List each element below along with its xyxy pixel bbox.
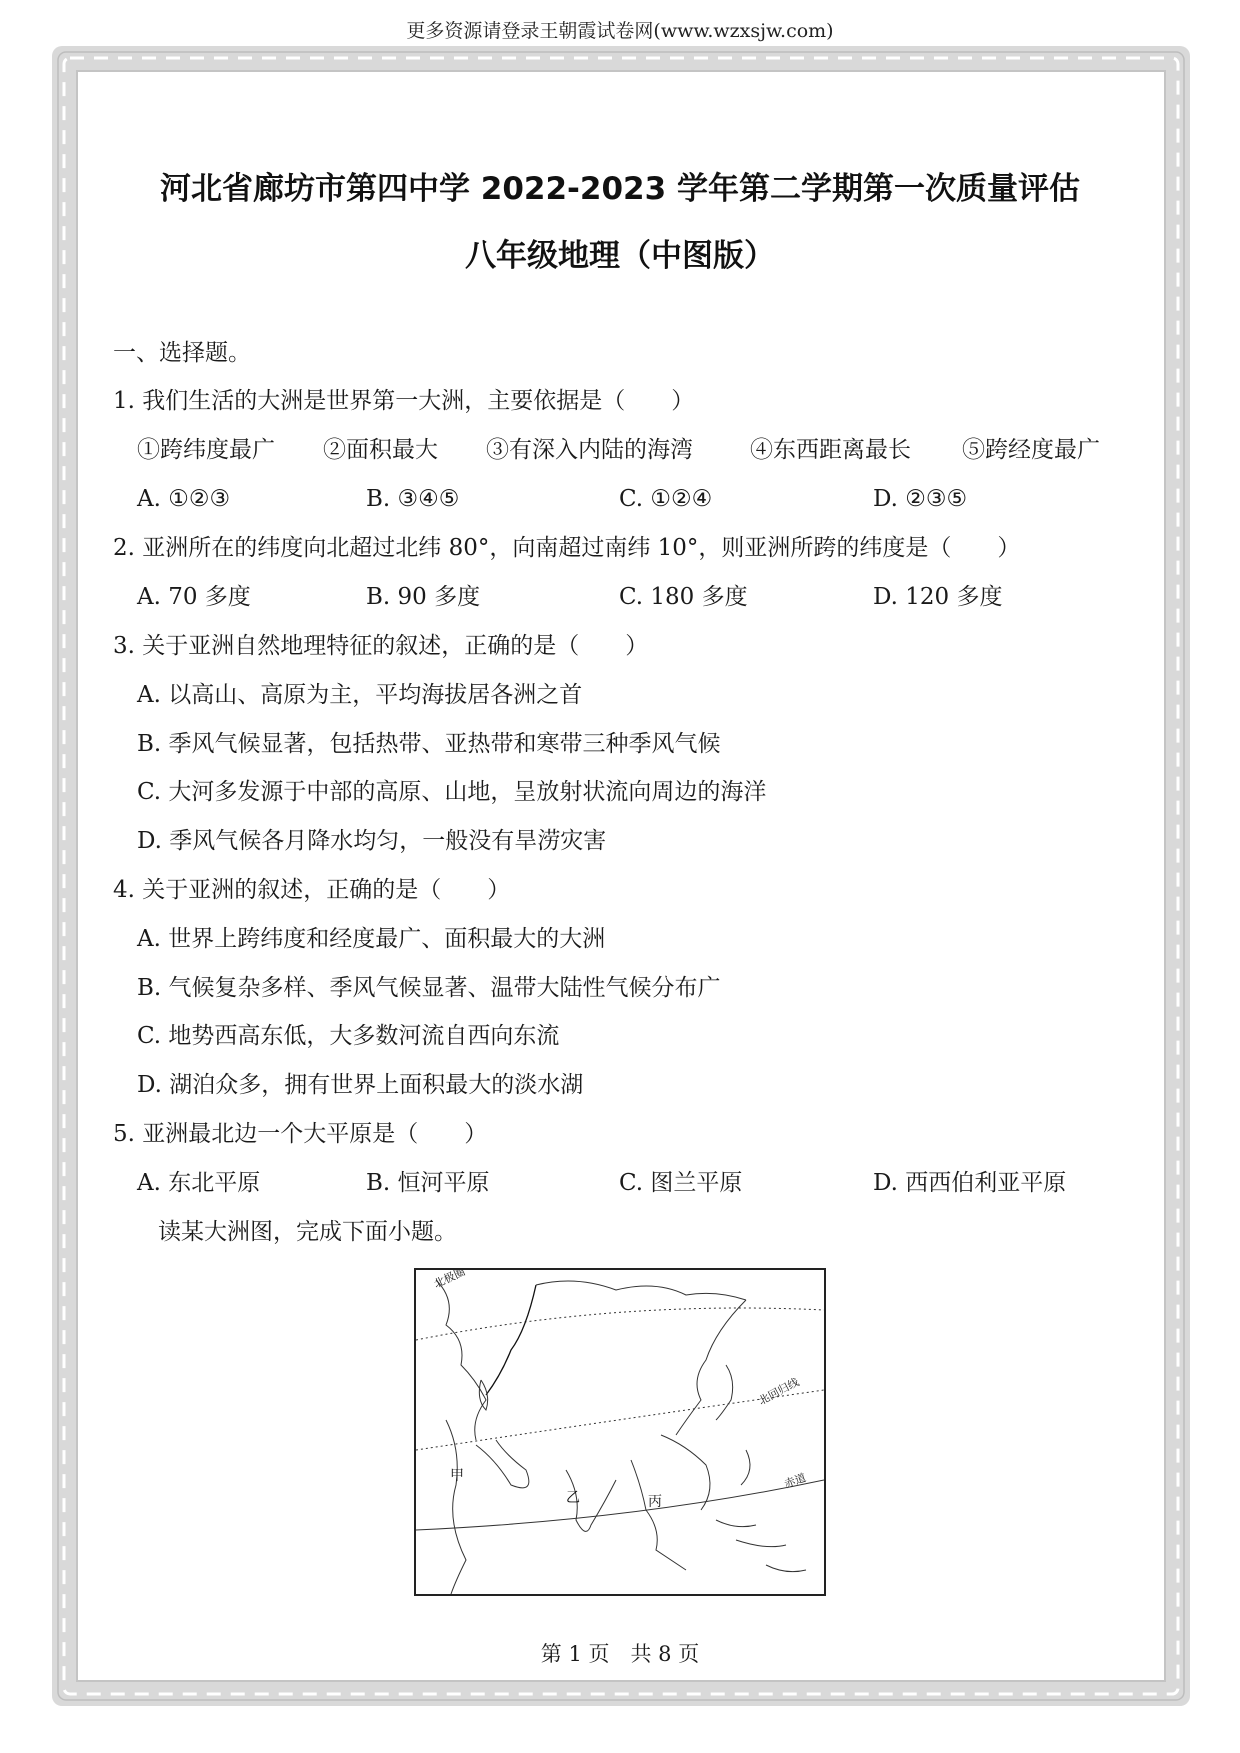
q1-option-b: B. ③④⑤ bbox=[366, 486, 460, 512]
asia-map bbox=[414, 1268, 826, 1596]
q1-statement-4: ④东西距离最长 bbox=[750, 437, 911, 463]
page-footer: 第 1 页 共 8 页 bbox=[540, 1642, 700, 1666]
q3-option-b: B. 季风气候显著，包括热带、亚热带和寒带三种季风气候 bbox=[137, 731, 721, 757]
tropic-label: 北回归线 bbox=[756, 1376, 802, 1408]
q4-option-d: D. 湖泊众多，拥有世界上面积最大的淡水湖 bbox=[137, 1072, 584, 1098]
label-yi: 乙 bbox=[566, 1491, 580, 1506]
q2-option-b: B. 90 多度 bbox=[366, 584, 481, 610]
exam-title: 河北省廊坊市第四中学 2022-2023 学年第二学期第一次质量评估 bbox=[159, 171, 1080, 207]
label-bing: 丙 bbox=[648, 1495, 662, 1510]
q1-statement-2: ②面积最大 bbox=[323, 437, 438, 463]
map-intro: 读某大洲图，完成下面小题。 bbox=[158, 1219, 457, 1245]
q1-statement-3: ③有深入内陆的海湾 bbox=[486, 437, 693, 463]
q5-option-b: B. 恒河平原 bbox=[366, 1170, 490, 1196]
q1-option-a: A. ①②③ bbox=[137, 486, 231, 512]
q2-option-d: D. 120 多度 bbox=[873, 584, 1003, 610]
question-3-stem: 3. 关于亚洲自然地理特征的叙述，正确的是（ ） bbox=[113, 633, 649, 659]
question-1-stem: 1. 我们生活的大洲是世界第一大洲，主要依据是（ ） bbox=[113, 388, 695, 414]
equator-label: 赤道 bbox=[782, 1472, 808, 1491]
q2-option-c: C. 180 多度 bbox=[619, 584, 748, 610]
question-2-stem: 2. 亚洲所在的纬度向北超过北纬 80°，向南超过南纬 10°，则亚洲所跨的纬度是（ ） bbox=[113, 535, 1021, 561]
q4-option-c: C. 地势西高东低，大多数河流自西向东流 bbox=[137, 1023, 560, 1049]
label-jia: 甲 bbox=[450, 1469, 464, 1484]
q1-option-d: D. ②③⑤ bbox=[873, 486, 968, 512]
q4-option-b: B. 气候复杂多样、季风气候显著、温带大陆性气候分布广 bbox=[137, 975, 721, 1001]
q1-statement-1: ①跨纬度最广 bbox=[137, 437, 275, 463]
q2-option-a: A. 70 多度 bbox=[137, 584, 251, 610]
section-heading: 一、选择题。 bbox=[113, 340, 251, 366]
q5-option-a: A. 东北平原 bbox=[137, 1170, 261, 1196]
q3-option-a: A. 以高山、高原为主，平均海拔居各洲之首 bbox=[137, 682, 583, 708]
asia-map-drawing bbox=[416, 1270, 824, 1594]
arctic-circle-label: 北极圈 bbox=[432, 1270, 468, 1291]
question-5-stem: 5. 亚洲最北边一个大平原是（ ） bbox=[113, 1121, 488, 1147]
q4-option-a: A. 世界上跨纬度和经度最广、面积最大的大洲 bbox=[137, 926, 606, 952]
q1-statement-5: ⑤跨经度最广 bbox=[962, 437, 1100, 463]
q3-option-c: C. 大河多发源于中部的高原、山地，呈放射状流向周边的海洋 bbox=[137, 779, 767, 805]
q5-option-c: C. 图兰平原 bbox=[619, 1170, 743, 1196]
q1-option-c: C. ①②④ bbox=[619, 486, 713, 512]
question-4-stem: 4. 关于亚洲的叙述，正确的是（ ） bbox=[113, 877, 511, 903]
exam-subtitle: 八年级地理（中图版） bbox=[465, 238, 775, 274]
q5-option-d: D. 西西伯利亚平原 bbox=[873, 1170, 1067, 1196]
header-note: 更多资源请登录王朝霞试卷网(www.wzxsjw.com) bbox=[406, 20, 834, 42]
q3-option-d: D. 季风气候各月降水均匀，一般没有旱涝灾害 bbox=[137, 828, 607, 854]
